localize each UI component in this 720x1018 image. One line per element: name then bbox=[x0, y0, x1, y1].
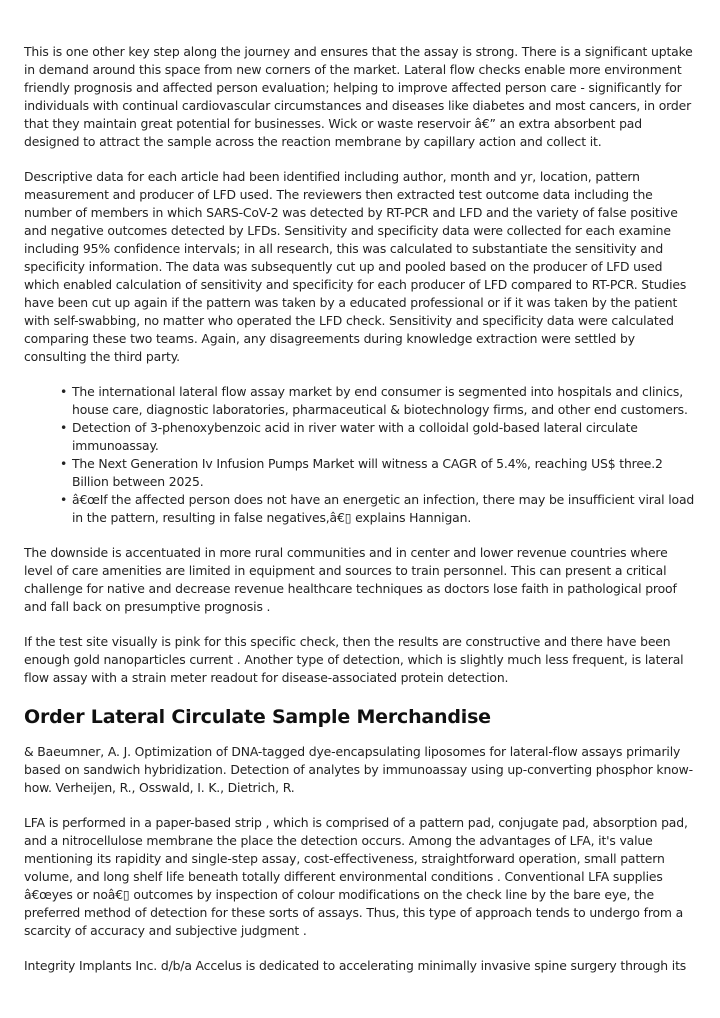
paragraph-6: LFA is performed in a paper-based strip , which is comprised of a pattern pad, conjugate pad, absorption pad, and a nitrocellulose membrane the place the detection occurs. Among the advantages of LFA, it's value mentioning its rapidity and single-step assay, cost-effectiveness, straightforward operation, small pattern volume, and long shelf life beneath totally different environmental conditions . Conventional LFA supplies â€œyes or noâ€▯ outcomes by inspection of colour modifications on the check line by the bare eye, the preferred method of detection for these sorts of assays. Thus, this type of approach tends to undergo from a scarcity of accuracy and subjective judgment . bbox=[24, 815, 688, 938]
bullet-item-2: • Detection of 3-phenoxybenzoic acid in river water with a colloidal gold-based lateral circulate immunoassay. bbox=[60, 419, 696, 455]
section-heading: Order Lateral Circulate Sample Merchandise bbox=[24, 706, 491, 728]
bullet-item-3: • The Next Generation Iv Infusion Pumps Market will witness a CAGR of 5.4%, reaching US$ three.2 Billion between 2025. bbox=[60, 455, 696, 491]
paragraph-7: Integrity Implants Inc. d/b/a Accelus is dedicated to accelerating minimally invasive spine surgery through its bbox=[24, 958, 687, 973]
paragraph-1: This is one other key step along the journey and ensures that the assay is strong. There is a significant uptake in demand around this space from new corners of the market. Lateral flow checks enable more environment friendly prognosis and affected person evaluation; helping to improve affected person care - significantly for individuals with continual cardiovascular circumstances and diseases like diabetes and most cancers, in order that they maintain great potential for businesses. Wick or waste reservoir â€” an extra absorbent pad designed to attract the sample across the reaction membrane by capillary action and collect it. bbox=[24, 44, 693, 149]
bullet-list bbox=[24, 383, 696, 527]
paragraph-2: Descriptive data for each article had been identified including author, month and yr, location, pattern measurement and producer of LFD used. The reviewers then extracted test outcome data including the number of members in which SARS-CoV-2 was detected by RT-PCR and LFD and the variety of false positive and negative outcomes detected by LFDs. Sensitivity and specificity data were collected for each examine including 95% confidence intervals; in all research, this was calculated to substantiate the sensitivity and specificity information. The data was subsequently cut up and pooled based on the producer of LFD used which enabled calculation of sensitivity and specificity for each producer of LFD compared to RT-PCR. Studies have been cut up again if the pattern was taken by a educated professional or if it was taken by the patient with self-swabbing, no matter who operated the LFD check. Sensitivity and specificity data were calculated comparing these two teams. Again, any disagreements during knowledge extraction were settled by consulting the third party. bbox=[24, 169, 687, 364]
paragraph-3: The downside is accentuated in more rural communities and in center and lower revenue countries where level of care amenities are limited in equipment and sources to train personnel. This can present a critical challenge for native and decrease revenue healthcare techniques as doctors lose faith in pathological proof and fall back on presumptive prognosis . bbox=[24, 545, 677, 614]
bullet-item-1: • The international lateral flow assay market by end consumer is segmented into hospitals and clinics, house care, diagnostic laboratories, pharmaceutical & biotechnology firms, and other end customers. bbox=[60, 383, 696, 419]
bullet-item-4: • â€œIf the affected person does not have an energetic an infection, there may be insufficient viral load in the pattern, resulting in false negatives,â€▯ explains Hannigan. bbox=[60, 491, 696, 527]
paragraph-5: & Baeumner, A. J. Optimization of DNA-tagged dye-encapsulating liposomes for lateral-flow assays primarily based on sandwich hybridization. Detection of analytes by immunoassay using up-converting phosphor know-how. Verheijen, R., Osswald, I. K., Dietrich, R. bbox=[24, 744, 693, 795]
paragraph-4: If the test site visually is pink for this specific check, then the results are constructive and there have been enough gold nanoparticles current . Another type of detection, which is slightly much less frequent, is lateral flow assay with a strain meter readout for disease-associated protein detection. bbox=[24, 634, 684, 685]
